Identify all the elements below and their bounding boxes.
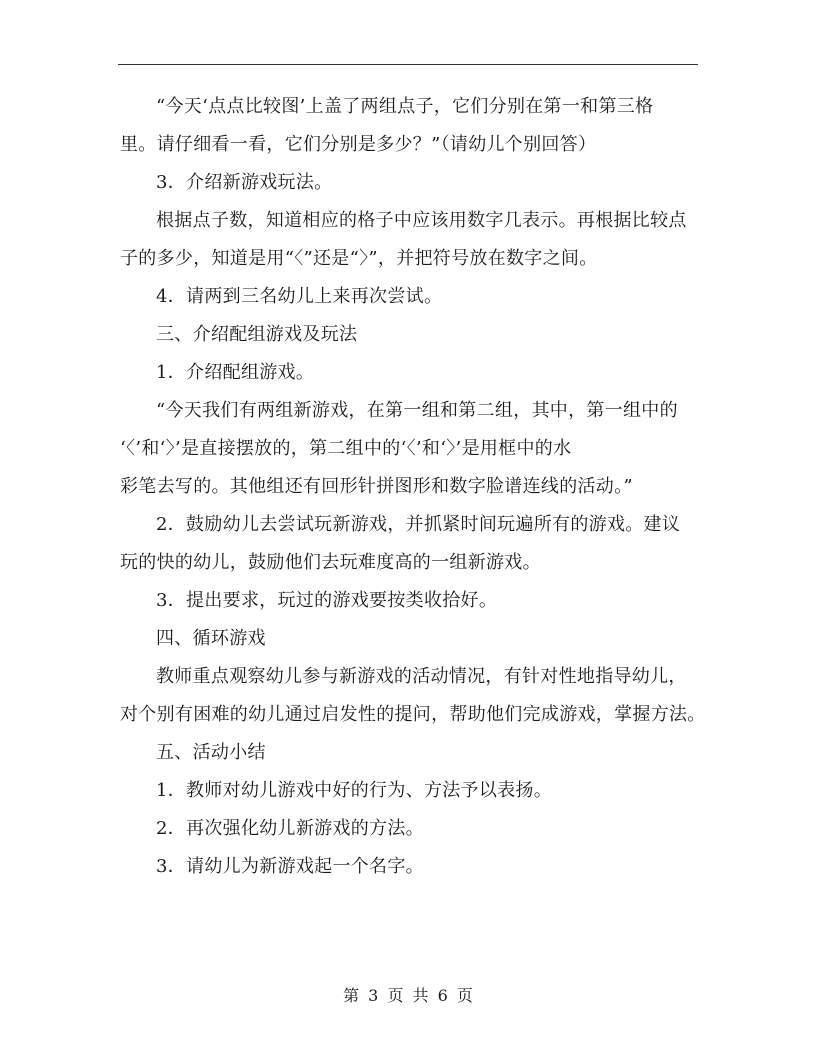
text-line: “今天‘点点比较图’上盖了两组点子，它们分别在第一和第三格 xyxy=(156,96,654,117)
text-line: 2．再次强化幼儿新游戏的方法。 xyxy=(156,818,424,839)
document-body xyxy=(120,88,706,886)
text-line: 1．教师对幼儿游戏中好的行为、方法予以表扬。 xyxy=(156,780,553,801)
text-line: 对个别有困难的幼儿通过启发性的提问，帮助他们完成游戏，掌握方法。 xyxy=(120,704,706,725)
section-heading: 四、循环游戏 xyxy=(156,628,266,649)
text-line: 教师重点观察幼儿参与新游戏的活动情况，有针对性地指导幼儿， xyxy=(156,666,687,687)
text-line: “今天我们有两组新游戏，在第一组和第二组，其中，第一组中的 xyxy=(156,400,678,421)
text-line: 彩笔去写的。其他组还有回形针拼图形和数字脸谱连线的活动。” xyxy=(120,476,633,497)
text-line: 2．鼓励幼儿去尝试玩新游戏，并抓紧时间玩遍所有的游戏。建议 xyxy=(156,514,681,535)
text-line: 3．提出要求，玩过的游戏要按类收拾好。 xyxy=(156,590,498,611)
section-heading: 三、介绍配组游戏及玩法 xyxy=(156,324,358,345)
text-line: 3．介绍新游戏玩法。 xyxy=(156,172,333,193)
text-line: 4．请两到三名幼儿上来再次尝试。 xyxy=(156,286,443,307)
text-line: 玩的快的幼儿，鼓励他们去玩难度高的一组新游戏。 xyxy=(120,552,541,573)
page-footer: 第 3 页 共 6 页 xyxy=(343,986,473,1005)
text-line: 根据点子数，知道相应的格子中应该用数字几表示。再根据比较点 xyxy=(156,210,687,231)
header-rule xyxy=(118,64,698,65)
text-line: 子的多少，知道是用“〈”还是“〉”，并把符号放在数字之间。 xyxy=(120,248,598,269)
text-line: ‘〈’和‘〉’是直接摆放的，第二组中的‘〈’和‘〉’是用框中的水 xyxy=(120,438,572,459)
section-heading: 五、活动小结 xyxy=(156,742,266,763)
text-line: 里。请仔细看一看，它们分别是多少？”（请幼儿个别回答） xyxy=(120,134,597,155)
text-line: 1．介绍配组游戏。 xyxy=(156,362,315,383)
text-line: 3．请幼儿为新游戏起一个名字。 xyxy=(156,856,424,877)
